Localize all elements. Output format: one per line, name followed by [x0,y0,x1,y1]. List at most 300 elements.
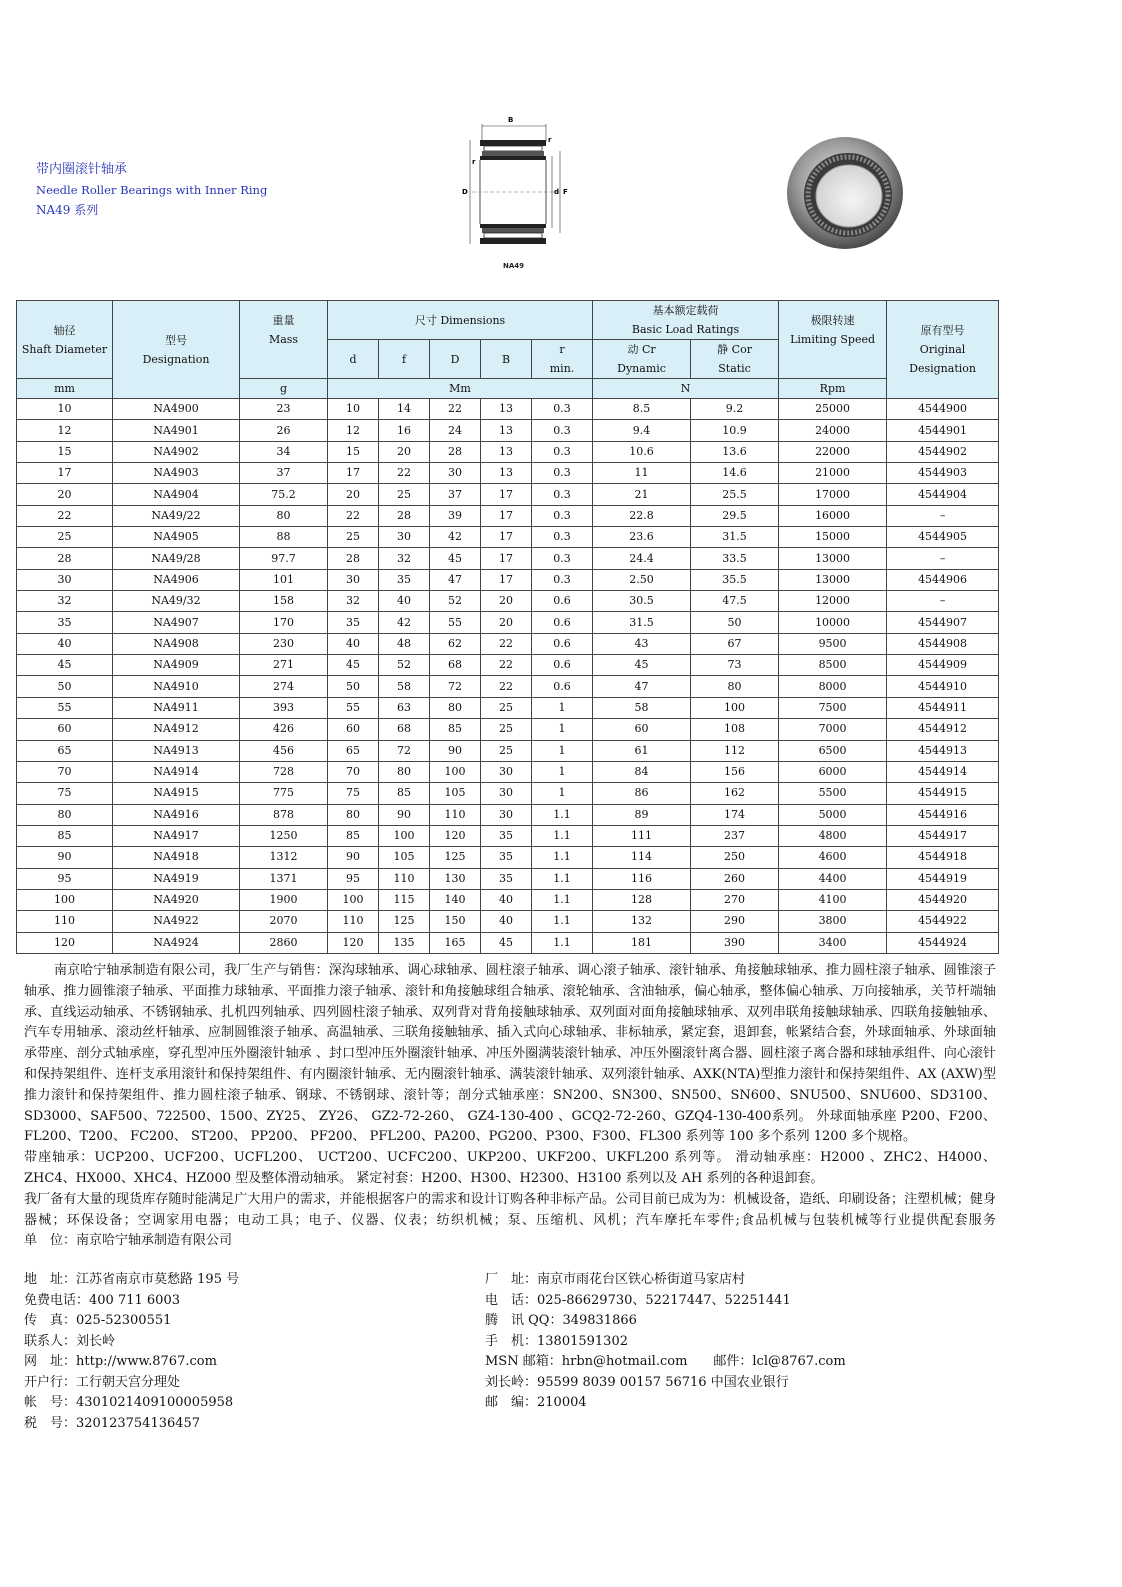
cell-d: 70 [328,761,379,782]
diagram-label-d: d [554,188,560,196]
cell-d: 85 [328,825,379,846]
cell-shaft-diameter: 30 [17,569,113,590]
cell-d: 35 [328,612,379,633]
cell-limiting-speed: 16000 [779,505,887,526]
cell-limiting-speed: 7000 [779,719,887,740]
table-row [17,548,999,569]
cell-limiting-speed: 4100 [779,889,887,910]
cell-dynamic-load: 60 [593,719,691,740]
cell-d: 65 [328,740,379,761]
cell-dynamic-load: 2.50 [593,569,691,590]
cell-r-min: 1 [532,697,593,718]
contact-right [485,1270,745,1291]
cell-B: 25 [481,740,532,761]
cell-shaft-diameter: 95 [17,868,113,889]
cell-mass: 2860 [240,932,328,953]
cell-r-min: 1.1 [532,847,593,868]
contact-value: 025-86629730、52217447、52251441 [537,1292,791,1308]
cell-static-load: 108 [691,719,779,740]
cell-original-designation: – [887,548,999,569]
cell-original-designation: 4544902 [887,441,999,462]
cell-mass: 101 [240,569,328,590]
contact-key: 网 址： [24,1354,77,1369]
cell-r-min: 1.1 [532,889,593,910]
table-row [17,761,999,782]
contact-key: MSN 邮箱： [485,1354,562,1369]
diagram-label-r-left: r [472,158,476,166]
cell-original-designation: 4544905 [887,527,999,548]
cell-B: 30 [481,804,532,825]
contact-key: 联系人： [24,1333,77,1349]
diagram-label-F: F [563,188,568,196]
cell-d: 40 [328,633,379,654]
table-row [17,591,999,612]
cell-dynamic-load: 43 [593,633,691,654]
cell-static-load: 14.6 [691,463,779,484]
cell-shaft-diameter: 70 [17,761,113,782]
contact-value: 320123754136457 [76,1415,201,1431]
cell-B: 25 [481,697,532,718]
cell-original-designation: 4544916 [887,804,999,825]
cell-d: 80 [328,804,379,825]
table-row [17,527,999,548]
header-shaft-en: Shaft Diameter [21,342,108,356]
cell-designation: NA49/22 [113,505,240,526]
cell-shaft-diameter: 85 [17,825,113,846]
cell-limiting-speed: 6500 [779,740,887,761]
cell-shaft-diameter: 60 [17,719,113,740]
cell-B: 17 [481,569,532,590]
products-paragraph: 南京哈宁轴承制造有限公司，我厂生产与销售：深沟球轴承、调心球轴承、圆柱滚子轴承、调心滚子轴承、滚针轴承、角接触球轴承、推力圆柱滚子轴承、圆锥滚子轴承、推力圆锥滚子轴承、平面推力球轴承、平面推力滚子轴承、滚针和角接触球组合轴承、滚轮轴承、含油轴承，偏心轴承，整体偏心轴承、万向接轴承，关节杆端轴承、直线运动轴承、不锈钢轴承、扎机四列轴承、四列圆柱滚子轴承、双列背对背角接触球轴承、双列面对面角接触球轴承、双列串联角接触球轴承、四联角接触轴承、汽车专用轴承、滚动丝杆轴承、应制圆锥滚子轴承、高温轴承、三联角接触轴承、插入式向心球轴承、非标轴承，紧定套，退卸套，帐紧结合套，外球面轴承、外球面轴承带座、剖分式轴承座，穿孔型冲压外圈滚针轴承 、封口型冲压外圈滚针轴承、冲压外圈满装滚针轴承、冲压外圈滚针离合器、圆柱滚子离合器和球轴承组件、向心滚针和保持架组件、连杆支承用滚针和保持架组件、有内圈滚针轴承、无内圈滚针轴承、满装滚针轴承、双列滚针轴承、AXK(NTA)型推力滚针和保持架组件、AX (AXW)型推力滚针和保持架组件、推力圆柱滚子轴承、钢球、不锈钢球、滚针等；剖分式轴承座：SN200、SN300、SN500、SN600、SNU500、SNU600、SD3100、SD3000、SAF500、722500、1500、ZY25、 ZY26、 GZ2-72-260、 GZ4-130-400 、GCQ2-72-260、GZQ4-130-400系列。 外球面轴承座 P200、F200、FL200、T200、 FC200、 ST200、 PP200、 PF200、 PFL200、PA200、PG200、P300、F300、FL300 系列等 100 多个系列 1200 多个规格。 [24,963,996,1145]
contact-key: 邮 编： [485,1395,538,1410]
cell-B: 25 [481,719,532,740]
cell-D: 47 [430,569,481,590]
cell-f: 20 [379,441,430,462]
cell-limiting-speed: 3800 [779,911,887,932]
contact-value: 刘长岭 [76,1333,116,1349]
contact-value: hrbn@hotmail.com 邮件：lcl@8767.com [561,1354,846,1369]
cell-dynamic-load: 47 [593,676,691,697]
cell-dynamic-load: 8.5 [593,399,691,420]
cell-D: 22 [430,399,481,420]
cell-dynamic-load: 11 [593,463,691,484]
cell-designation: NA4911 [113,697,240,718]
table-row [17,676,999,697]
cell-d: 30 [328,569,379,590]
cell-B: 13 [481,399,532,420]
contact-value: 13801591302 [537,1333,628,1349]
contact-value: 工行朝天宫分理处 [76,1374,181,1390]
contact-key: 刘长岭： [485,1374,538,1390]
table-row [17,399,999,420]
cell-r-min: 1.1 [532,825,593,846]
cell-f: 28 [379,505,430,526]
header-original [887,301,999,399]
cell-r-min: 0.6 [532,676,593,697]
cell-d: 120 [328,932,379,953]
cell-shaft-diameter: 35 [17,612,113,633]
cell-limiting-speed: 17000 [779,484,887,505]
cell-shaft-diameter: 75 [17,783,113,804]
cell-shaft-diameter: 90 [17,847,113,868]
cell-static-load: 33.5 [691,548,779,569]
cell-limiting-speed: 4400 [779,868,887,889]
cell-B: 20 [481,612,532,633]
header-static-en: Static [718,362,751,375]
cell-designation: NA4906 [113,569,240,590]
cell-f: 100 [379,825,430,846]
cell-designation: NA49/28 [113,548,240,569]
cell-D: 105 [430,783,481,804]
cell-shaft-diameter: 15 [17,441,113,462]
cell-D: 42 [430,527,481,548]
table-row [17,505,999,526]
cell-d: 110 [328,911,379,932]
header-original-en2: Designation [909,362,976,375]
cell-static-load: 260 [691,868,779,889]
cell-f: 16 [379,420,430,441]
cell-static-load: 237 [691,825,779,846]
cell-designation: NA4912 [113,719,240,740]
cell-f: 40 [379,591,430,612]
cell-dynamic-load: 58 [593,697,691,718]
cell-designation: NA4918 [113,847,240,868]
cell-d: 100 [328,889,379,910]
cell-original-designation: 4544917 [887,825,999,846]
header-r [532,340,593,379]
cell-original-designation: – [887,505,999,526]
table-row [17,484,999,505]
cell-r-min: 0.3 [532,399,593,420]
cell-shaft-diameter: 65 [17,740,113,761]
contact-value: http://www.8767.com [76,1354,217,1369]
cell-limiting-speed: 6000 [779,761,887,782]
cell-static-load: 174 [691,804,779,825]
header-shaft [17,301,113,379]
contact-row [24,1373,984,1394]
cell-mass: 170 [240,612,328,633]
cell-D: 165 [430,932,481,953]
cell-d: 12 [328,420,379,441]
contact-key: 地 址： [24,1272,77,1287]
contact-left [24,1291,180,1312]
table-row [17,463,999,484]
cell-D: 140 [430,889,481,910]
cell-dynamic-load: 114 [593,847,691,868]
cell-f: 30 [379,527,430,548]
cell-designation: NA4909 [113,655,240,676]
cell-static-load: 35.5 [691,569,779,590]
cell-r-min: 0.6 [532,612,593,633]
header-load-en: Basic Load Ratings [631,323,740,336]
contact-key: 传 真： [24,1313,77,1328]
cell-dynamic-load: 30.5 [593,591,691,612]
cell-d: 55 [328,697,379,718]
cell-dynamic-load: 181 [593,932,691,953]
cell-D: 85 [430,719,481,740]
cell-B: 35 [481,847,532,868]
contact-key: 免费电话： [24,1292,90,1308]
contact-value: 4301021409100005958 [76,1395,234,1410]
cell-r-min: 1 [532,740,593,761]
cell-limiting-speed: 13000 [779,569,887,590]
cell-r-min: 1.1 [532,911,593,932]
contact-left [24,1414,200,1435]
cell-mass: 274 [240,676,328,697]
table-row [17,868,999,889]
table-row [17,569,999,590]
cell-r-min: 1 [532,719,593,740]
cell-mass: 775 [240,783,328,804]
cell-dynamic-load: 86 [593,783,691,804]
header-load-ratings [593,301,779,340]
cell-B: 13 [481,463,532,484]
table-row [17,932,999,953]
cell-shaft-diameter: 120 [17,932,113,953]
cell-limiting-speed: 25000 [779,399,887,420]
cell-static-load: 80 [691,676,779,697]
table-row [17,420,999,441]
cell-dynamic-load: 128 [593,889,691,910]
diagram-caption: NA49 [503,262,525,270]
cell-shaft-diameter: 32 [17,591,113,612]
cell-mass: 1371 [240,868,328,889]
contact-left [24,1393,233,1414]
contact-right [485,1311,637,1332]
cell-mass: 75.2 [240,484,328,505]
cell-r-min: 0.3 [532,484,593,505]
contact-right [485,1332,628,1353]
cell-B: 40 [481,889,532,910]
cell-static-load: 67 [691,633,779,654]
cell-r-min: 0.6 [532,633,593,654]
cell-static-load: 112 [691,740,779,761]
header-load-unit: N [593,379,779,399]
cell-static-load: 9.2 [691,399,779,420]
header-static-cn: 静 Cor [717,343,752,356]
cell-r-min: 1 [532,761,593,782]
cell-f: 125 [379,911,430,932]
cell-static-load: 162 [691,783,779,804]
cell-static-load: 73 [691,655,779,676]
table-row [17,911,999,932]
cell-r-min: 0.3 [532,569,593,590]
cell-B: 40 [481,911,532,932]
cell-B: 17 [481,484,532,505]
cell-limiting-speed: 9500 [779,633,887,654]
cell-original-designation: 4544911 [887,697,999,718]
cell-dynamic-load: 31.5 [593,612,691,633]
cell-limiting-speed: 22000 [779,441,887,462]
cell-limiting-speed: 8000 [779,676,887,697]
table-row [17,441,999,462]
cell-d: 95 [328,868,379,889]
cell-mass: 97.7 [240,548,328,569]
cell-D: 90 [430,740,481,761]
cell-D: 39 [430,505,481,526]
cell-dynamic-load: 22.8 [593,505,691,526]
cell-f: 58 [379,676,430,697]
cell-f: 32 [379,548,430,569]
cell-mass: 426 [240,719,328,740]
cell-dynamic-load: 9.4 [593,420,691,441]
cell-shaft-diameter: 40 [17,633,113,654]
contact-key: 开户行： [24,1374,77,1390]
cell-original-designation: 4544912 [887,719,999,740]
cell-dynamic-load: 111 [593,825,691,846]
cell-mass: 230 [240,633,328,654]
contact-key: 手 机： [485,1333,538,1349]
cell-original-designation: 4544919 [887,868,999,889]
cell-mass: 2070 [240,911,328,932]
cell-d: 60 [328,719,379,740]
header-B: B [481,340,532,379]
cell-original-designation: 4544907 [887,612,999,633]
cell-r-min: 0.3 [532,441,593,462]
cell-original-designation: 4544924 [887,932,999,953]
cell-original-designation: 4544920 [887,889,999,910]
specification-table-body [17,399,999,954]
cell-d: 75 [328,783,379,804]
cell-dynamic-load: 10.6 [593,441,691,462]
header-mass [240,301,328,379]
cell-f: 48 [379,633,430,654]
cell-limiting-speed: 3400 [779,932,887,953]
header-speed-unit: Rpm [779,379,887,399]
table-row [17,783,999,804]
diagram-label-D: D [462,188,468,196]
cell-D: 30 [430,463,481,484]
cell-dynamic-load: 61 [593,740,691,761]
contact-row [24,1393,984,1414]
header-D: D [430,340,481,379]
cell-designation: NA4915 [113,783,240,804]
cell-B: 30 [481,783,532,804]
title-chinese: 带内圈滚针轴承 [36,162,128,177]
contact-key: 帐 号： [24,1395,77,1410]
cell-f: 80 [379,761,430,782]
cell-mass: 271 [240,655,328,676]
title-block [36,160,267,220]
cell-D: 120 [430,825,481,846]
cell-limiting-speed: 4600 [779,847,887,868]
cell-f: 105 [379,847,430,868]
table-row [17,847,999,868]
header-dims-unit: Mm [328,379,593,399]
cell-r-min: 0.3 [532,527,593,548]
cell-static-load: 47.5 [691,591,779,612]
cell-f: 52 [379,655,430,676]
cell-original-designation: 4544918 [887,847,999,868]
cell-mass: 393 [240,697,328,718]
cell-original-designation: 4544915 [887,783,999,804]
contact-right [485,1373,789,1394]
cell-static-load: 29.5 [691,505,779,526]
table-row [17,804,999,825]
header-mass-cn: 重量 [272,314,295,327]
header-speed-cn: 极限转速 [810,314,855,327]
cell-shaft-diameter: 25 [17,527,113,548]
cell-original-designation: 4544908 [887,633,999,654]
cell-D: 62 [430,633,481,654]
cell-mass: 80 [240,505,328,526]
cell-D: 24 [430,420,481,441]
cell-f: 110 [379,868,430,889]
cell-designation: NA4919 [113,868,240,889]
title-english: Needle Roller Bearings with Inner Ring [36,183,268,197]
cell-D: 52 [430,591,481,612]
cell-original-designation: 4544904 [887,484,999,505]
cell-B: 22 [481,655,532,676]
cell-shaft-diameter: 10 [17,399,113,420]
cell-dynamic-load: 89 [593,804,691,825]
cell-d: 17 [328,463,379,484]
cell-designation: NA4902 [113,441,240,462]
cell-static-load: 250 [691,847,779,868]
cell-D: 45 [430,548,481,569]
header-mass-en: Mass [268,333,299,346]
contact-row [24,1352,984,1373]
cell-static-load: 156 [691,761,779,782]
contact-info [24,1270,984,1434]
cell-D: 28 [430,441,481,462]
cell-B: 22 [481,633,532,654]
cell-dynamic-load: 21 [593,484,691,505]
cell-D: 110 [430,804,481,825]
cell-d: 90 [328,847,379,868]
contact-right [485,1393,587,1414]
cell-designation: NA4901 [113,420,240,441]
cell-static-load: 25.5 [691,484,779,505]
header-load-cn: 基本额定载荷 [652,304,719,317]
cell-designation: NA4904 [113,484,240,505]
cell-original-designation: 4544910 [887,676,999,697]
cell-designation: NA49/32 [113,591,240,612]
header-dynamic-en: Dynamic [617,362,666,375]
cell-dynamic-load: 45 [593,655,691,676]
cell-original-designation: 4544906 [887,569,999,590]
cell-D: 100 [430,761,481,782]
cell-B: 13 [481,420,532,441]
contact-value: 210004 [537,1395,587,1410]
cell-original-designation: 4544922 [887,911,999,932]
contact-row [24,1311,984,1332]
cell-static-load: 100 [691,697,779,718]
cell-D: 125 [430,847,481,868]
cell-static-load: 270 [691,889,779,910]
contact-value: 南京市雨花台区铁心桥街道马家店村 [537,1272,746,1287]
cell-designation: NA4907 [113,612,240,633]
contact-left [24,1352,217,1373]
cell-original-designation: 4544901 [887,420,999,441]
cell-static-load: 50 [691,612,779,633]
cell-f: 135 [379,932,430,953]
cell-D: 150 [430,911,481,932]
diagram-label-B: B [508,116,514,124]
cell-d: 25 [328,527,379,548]
header-dynamic-cn: 动 Cr [627,343,656,356]
cell-B: 13 [481,441,532,462]
cell-f: 22 [379,463,430,484]
cell-dynamic-load: 84 [593,761,691,782]
cell-f: 115 [379,889,430,910]
header-designation-cn: 型号 [165,333,187,347]
cell-designation: NA4914 [113,761,240,782]
header-mass-unit: g [240,379,328,399]
contact-value: 025-52300551 [76,1313,172,1328]
cell-original-designation: – [887,591,999,612]
cell-B: 45 [481,932,532,953]
